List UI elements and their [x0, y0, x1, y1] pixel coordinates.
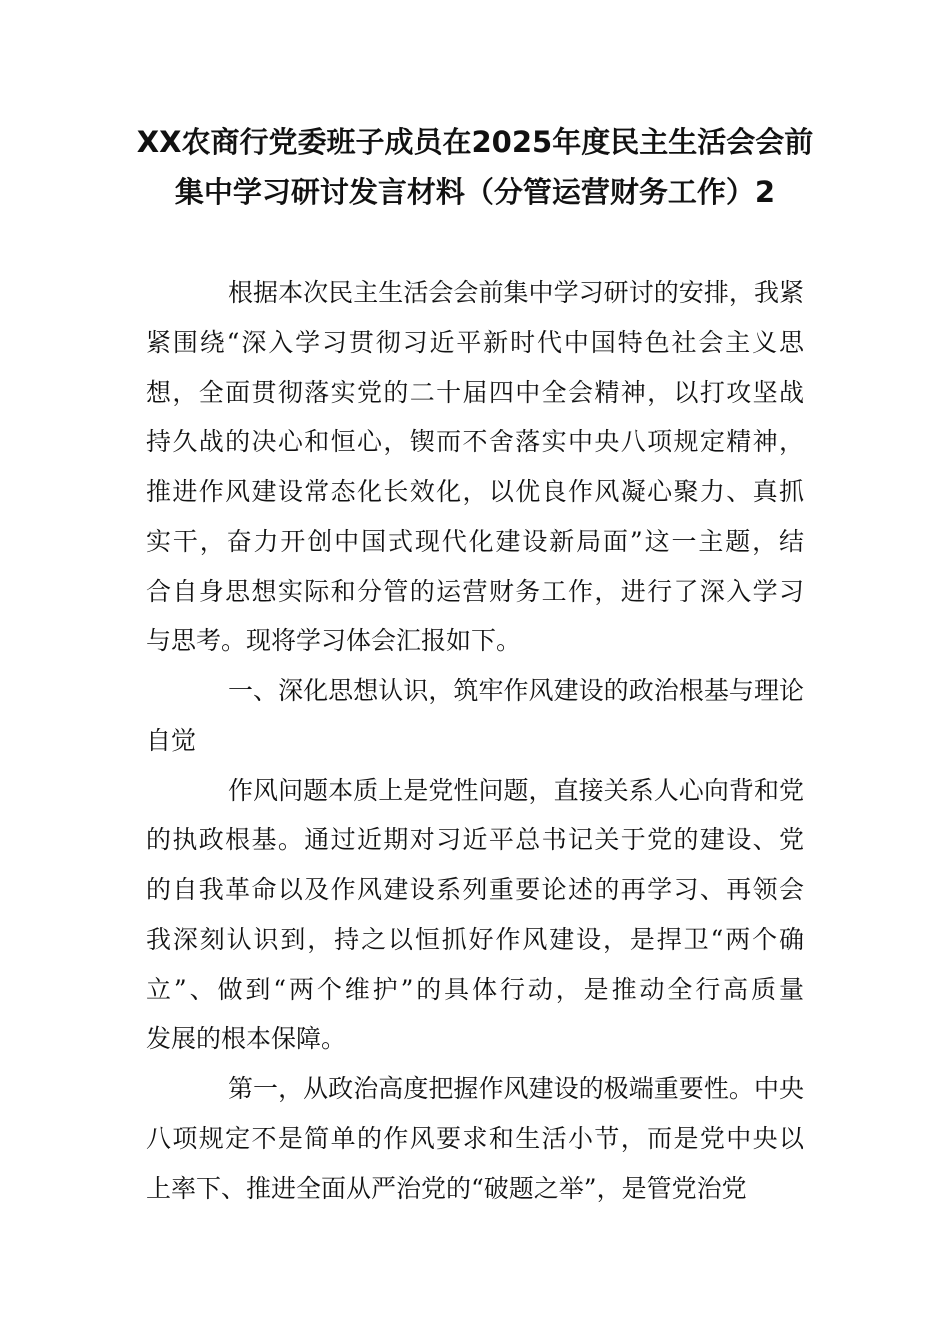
text-line: 立”、做到“两个维护”的具体行动，是推动全行高质量: [146, 974, 804, 1004]
section-heading: [146, 666, 804, 766]
document-title: [100, 117, 850, 217]
text-line: 与思考。现将学习体会汇报如下。: [146, 626, 522, 656]
text-line: 的执政根基。通过近期对习近平总书记关于党的建设、党: [146, 825, 804, 855]
text-line: 第一，从政治高度把握作风建设的极端重要性。中央: [228, 1074, 804, 1103]
text-line: 我深刻认识到，持之以恒抓好作风建设，是捍卫“两个确: [146, 924, 804, 954]
paragraph: [146, 268, 804, 666]
text-line: 的自我革命以及作风建设系列重要论述的再学习、再领会: [146, 875, 804, 904]
document-body: [146, 268, 804, 1213]
text-line: 上率下、推进全面从严治党的“破题之举”，是管党治党: [146, 1173, 747, 1203]
text-line: 作风问题本质上是党性问题，直接关系人心向背和党: [228, 775, 804, 805]
paragraph: [146, 1064, 804, 1213]
text-line: 想，全面贯彻落实党的二十届四中全会精神，以打攻坚战: [146, 377, 804, 407]
title-line-1: XX农商行党委班子成员在2025年度民主生活会会前: [136, 125, 814, 159]
text-line: 实干，奋力开创中国式现代化建设新局面”这一主题，结: [146, 526, 804, 556]
text-line: 合自身思想实际和分管的运营财务工作，进行了深入学习: [146, 576, 804, 606]
text-line: 八项规定不是简单的作风要求和生活小节，而是党中央以: [146, 1123, 804, 1153]
text-line: 自觉: [146, 725, 197, 755]
text-line: 根据本次民主生活会会前集中学习研讨的安排，我紧: [228, 278, 804, 307]
text-line: 推进作风建设常态化长效化，以优良作风凝心聚力、真抓: [146, 477, 804, 506]
title-line-2: 集中学习研讨发言材料（分管运营财务工作）2: [174, 175, 776, 209]
paragraph: [146, 766, 804, 1065]
text-line: 一、深化思想认识，筑牢作风建设的政治根基与理论: [228, 676, 804, 705]
text-line: 紧围绕“深入学习贯彻习近平新时代中国特色社会主义思: [146, 327, 804, 357]
text-line: 持久战的决心和恒心，锲而不舍落实中央八项规定精神，: [146, 427, 804, 457]
text-line: 发展的根本保障。: [146, 1024, 347, 1054]
